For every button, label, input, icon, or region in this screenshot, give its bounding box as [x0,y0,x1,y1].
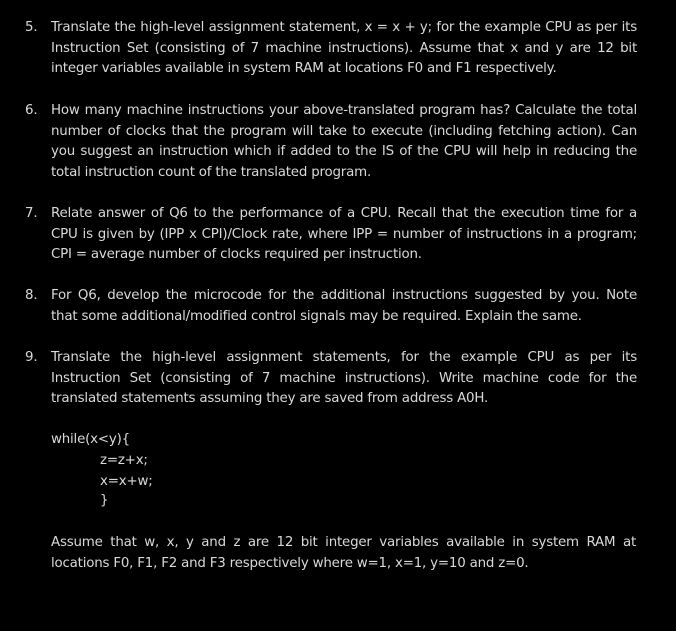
question-text: For Q6, develop the microcode for the additional instructions suggested by you. Note that some additional/modified control signals may be required. Explain the same. [51,288,637,324]
question-5 [25,18,637,80]
question-text: Translate the high-level assignment statements, for the example CPU as per its Instruction Set (consisting of 7 machine instructions). Write machine code for the translated statements assuming they are saved from address A0H. [51,350,637,406]
question-7 [25,204,637,266]
question-number: 7. [25,206,38,221]
question-8 [25,286,637,327]
code-line-z-assign: z=z+x; [100,453,148,468]
assumption-note: Assume that w, x, y and z are 12 bit integer variables available in system RAM at locations F0, F1, F2 and F3 respectively where w=1, x=1, y=10 and z=0. [51,535,636,571]
question-number: 6. [25,103,38,118]
question-number: 5. [25,20,38,35]
question-text: Relate answer of Q6 to the performance of a CPU. Recall that the execution time for a CPU is given by (IPP x CPI)/Clock rate, where IPP = number of instructions in a program; CPI = average number of clocks required per instruction. [51,206,637,262]
question-text: Translate the high-level assignment statement, x = x + y; for the example CPU as per its Instruction Set (consisting of 7 machine instructions). Assume that x and y are 12 bit integer variables available in system RAM at locations F0 and F1 respectively. [51,20,637,76]
question-9 [25,348,637,410]
question-text: How many machine instructions your above-translated program has? Calculate the total number of clocks that the program will take to execute (including fetching action). Can you suggest an instruction which if added to the IS of the CPU will help in reducing the total instruction count of the translated program. [51,103,637,180]
question-number: 9. [25,350,38,365]
question-number: 8. [25,288,38,303]
code-line-close-brace: } [100,493,109,508]
code-line-while: while(x<y){ [51,432,130,447]
question-6 [25,101,637,183]
code-line-x-assign: x=x+w; [100,474,153,489]
